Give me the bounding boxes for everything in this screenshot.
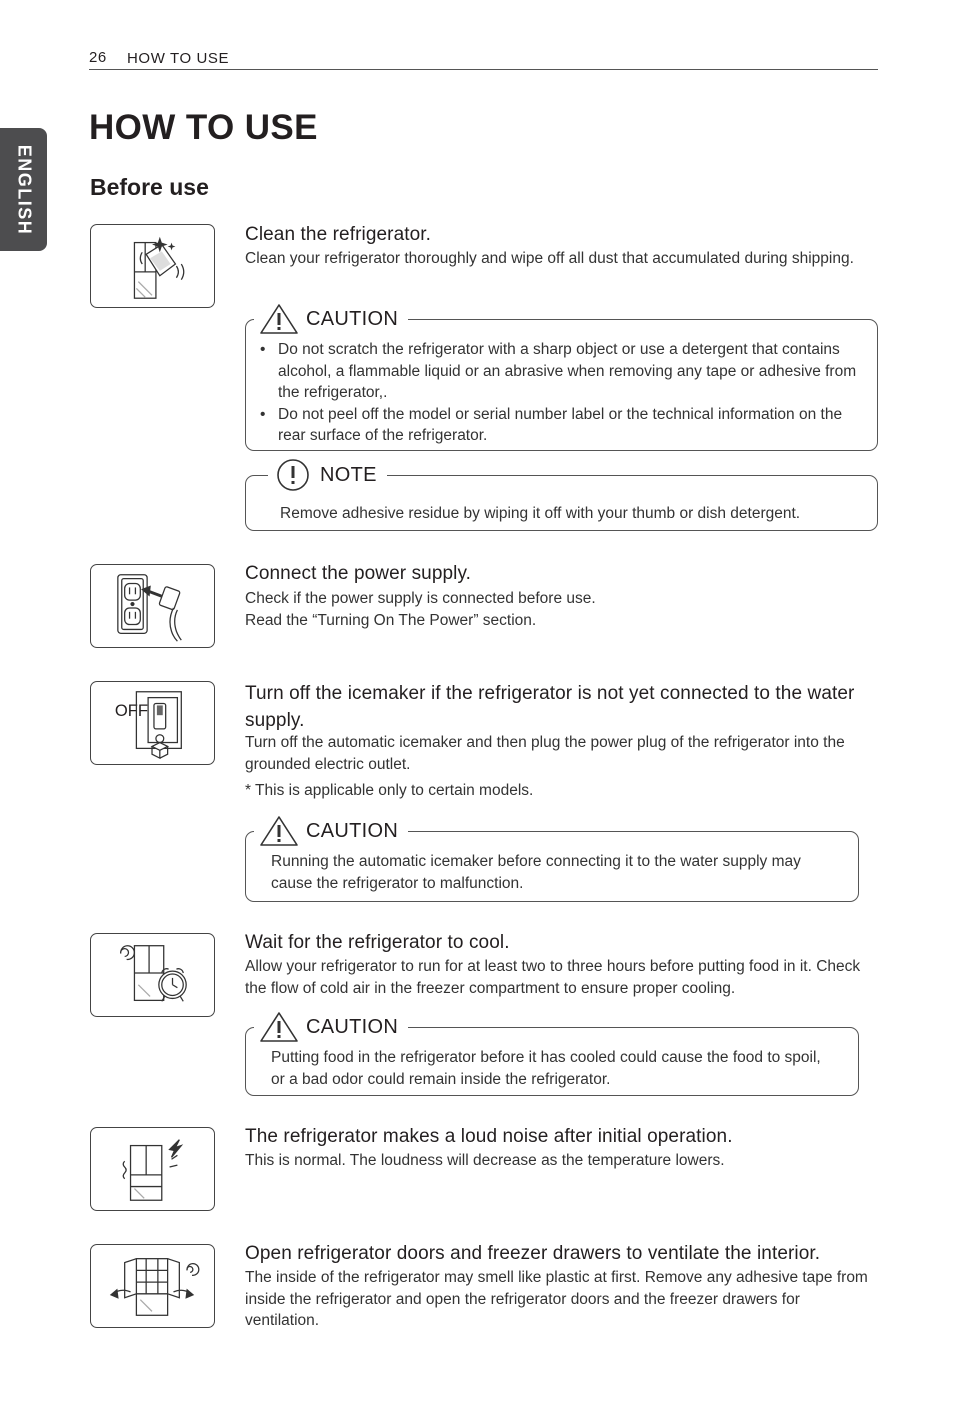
caution-box <box>245 1015 859 1096</box>
step-body: Allow your refrigerator to run for at least two to three hours before putting food in it. Check the flow of cold air in the freezer compartment to ensure proper cooling. <box>245 958 861 997</box>
note-exclamation-icon <box>272 458 314 492</box>
language-tab-label: ENGLISH <box>14 144 34 235</box>
icemaker-off-icon <box>90 681 215 765</box>
step-title: Turn off the icemaker if the refrigerator is not yet connected to the water supply. <box>245 683 855 731</box>
running-header: HOW TO USE <box>127 50 230 67</box>
page-title: HOW TO USE <box>89 108 318 147</box>
step-body-line: Check if the power supply is connected before use. <box>245 590 596 607</box>
ventilate-icon <box>90 1244 215 1328</box>
off-icon-text: OFF <box>114 701 149 721</box>
step-body: The inside of the refrigerator may smell like plastic at first. Remove any adhesive tape from inside the refrigerator and open the refrigerator doors and the freezer drawers for ventilation. <box>245 1269 868 1329</box>
note-box <box>245 463 878 531</box>
header-rule <box>89 69 878 70</box>
caution-text: Putting food in the refrigerator before it has cooled could cause the food to spoil, or a bad odor could remain inside the refrigerator. <box>271 1049 821 1088</box>
warning-triangle-icon <box>258 1010 300 1044</box>
step-body: Turn off the automatic icemaker and then plug the power plug of the refrigerator into the grounded electric outlet. <box>245 734 845 773</box>
alarm-clock-icon <box>90 933 215 1017</box>
caution-box <box>245 819 859 902</box>
step-body: This is normal. The loudness will decrease as the temperature lowers. <box>245 1152 725 1169</box>
step-title: Wait for the refrigerator to cool. <box>245 932 510 953</box>
page-number: 26 <box>89 49 107 66</box>
step-title: The refrigerator makes a loud noise after initial operation. <box>245 1126 733 1147</box>
caution-text: Running the automatic icemaker before connecting it to the water supply may cause the refrigerator to malfunction. <box>271 853 801 892</box>
step-title: Clean the refrigerator. <box>245 224 432 245</box>
caution-label: CAUTION <box>306 1015 399 1038</box>
note-text: Remove adhesive residue by wiping it off with your thumb or dish detergent. <box>280 505 801 522</box>
caution-label: CAUTION <box>306 819 399 842</box>
section-title: Before use <box>90 174 209 200</box>
step-title: Open refrigerator doors and freezer drawers to ventilate the interior. <box>245 1243 821 1264</box>
cleaning-icon <box>90 224 215 308</box>
note-label: NOTE <box>320 463 377 486</box>
warning-triangle-icon <box>258 302 300 336</box>
step-note: * This is applicable only to certain models. <box>245 782 534 799</box>
caution-label: CAUTION <box>306 307 399 330</box>
step-body: Clean your refrigerator thoroughly and wipe off all dust that accumulated during shipping. <box>245 250 854 267</box>
power-plug-icon <box>90 564 215 648</box>
warning-triangle-icon <box>258 814 300 848</box>
noise-icon <box>90 1127 215 1211</box>
caution-box <box>245 307 878 451</box>
language-tab <box>0 128 47 251</box>
step-title: Connect the power supply. <box>245 563 472 584</box>
caution-item: • Do not peel off the model or serial number label or the technical information on the rear surface of the refrigerator. <box>256 404 866 447</box>
step-body-line: Read the “Turning On The Power” section. <box>245 611 537 629</box>
caution-item: • Do not scratch the refrigerator with a sharp object or use a detergent that contains alcohol, a flammable liquid or an abrasive when removing any tape or adhesive from the refrigerator,. <box>256 339 866 404</box>
